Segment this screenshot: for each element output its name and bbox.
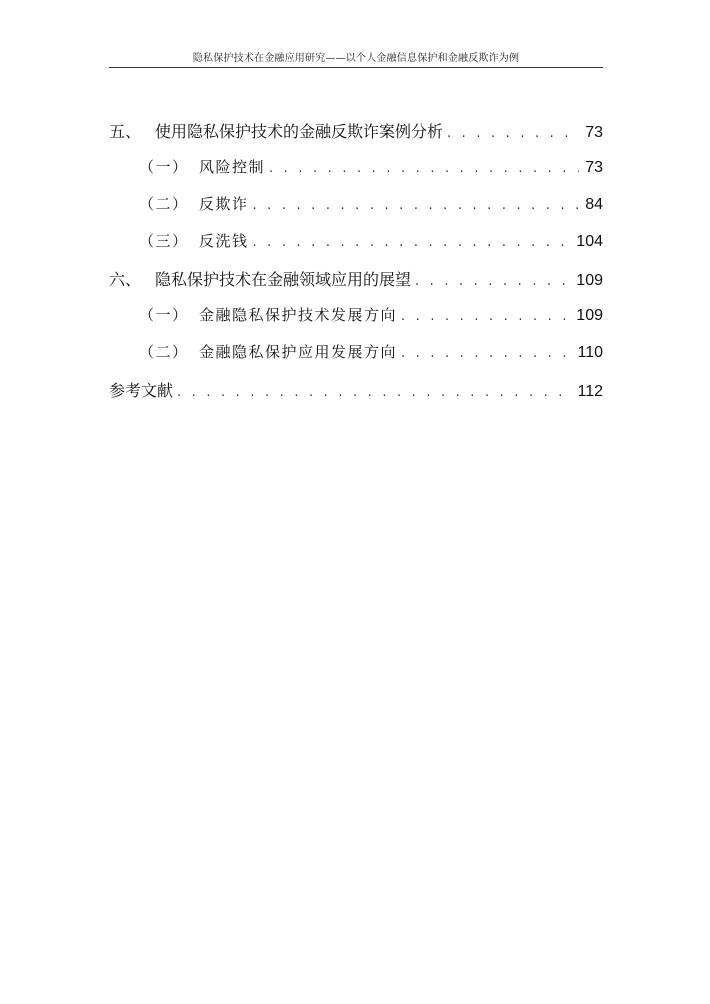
toc-entry-title: 参考文献 xyxy=(109,381,174,400)
toc-entry-references[interactable] xyxy=(109,378,603,415)
toc-entry-chapter-6[interactable] xyxy=(109,267,603,304)
toc-entry-title: 金融隐私保护技术发展方向 xyxy=(199,306,398,324)
toc-dot-leader xyxy=(401,309,570,324)
running-header: 隐私保护技术在金融应用研究——以个人金融信息保护和金融反欺诈为例 xyxy=(192,53,520,64)
toc-dot-leader xyxy=(447,126,579,141)
toc-entry-page: 109 xyxy=(576,272,603,289)
toc-entry-number: 五、 xyxy=(109,122,142,141)
toc-entry-title: 反洗钱 xyxy=(199,232,249,250)
toc-entry-section-5-3[interactable] xyxy=(109,230,603,267)
toc-dot-leader xyxy=(177,385,571,400)
toc-entry-page: 110 xyxy=(577,344,603,361)
toc-entry-number: （一） xyxy=(139,158,189,176)
toc-entry-title: 使用隐私保护技术的金融反欺诈案例分析 xyxy=(155,122,444,141)
toc-dot-leader xyxy=(269,161,579,176)
toc-entry-number: （一） xyxy=(139,306,189,324)
toc-dot-leader xyxy=(253,235,571,250)
toc-entry-section-5-2[interactable] xyxy=(109,193,603,230)
toc-entry-section-5-1[interactable] xyxy=(109,156,603,193)
toc-entry-number: （二） xyxy=(139,343,189,361)
toc-entry-title: 金融隐私保护应用发展方向 xyxy=(199,343,398,361)
toc-entry-number: 六、 xyxy=(109,270,142,289)
toc-entry-section-6-1[interactable] xyxy=(109,304,603,341)
toc-entry-page: 84 xyxy=(585,196,603,213)
header-divider xyxy=(109,67,603,68)
toc-entry-page: 112 xyxy=(577,383,603,400)
toc-entry-section-6-2[interactable] xyxy=(109,341,603,378)
toc-entry-title: 隐私保护技术在金融领域应用的展望 xyxy=(155,270,412,289)
toc-entry-title: 风险控制 xyxy=(199,158,266,176)
toc-dot-leader xyxy=(253,198,580,213)
toc-entry-page: 73 xyxy=(585,124,603,141)
toc-entry-chapter-5[interactable] xyxy=(109,119,603,156)
toc-entry-page: 109 xyxy=(576,307,603,324)
toc-dot-leader xyxy=(401,346,571,361)
table-of-contents xyxy=(109,119,603,415)
toc-entry-title: 反欺诈 xyxy=(199,195,249,213)
toc-dot-leader xyxy=(415,274,570,289)
toc-entry-number: （三） xyxy=(139,232,189,250)
toc-entry-number: （二） xyxy=(139,195,189,213)
toc-entry-page: 104 xyxy=(576,233,603,250)
toc-entry-page: 73 xyxy=(585,159,603,176)
